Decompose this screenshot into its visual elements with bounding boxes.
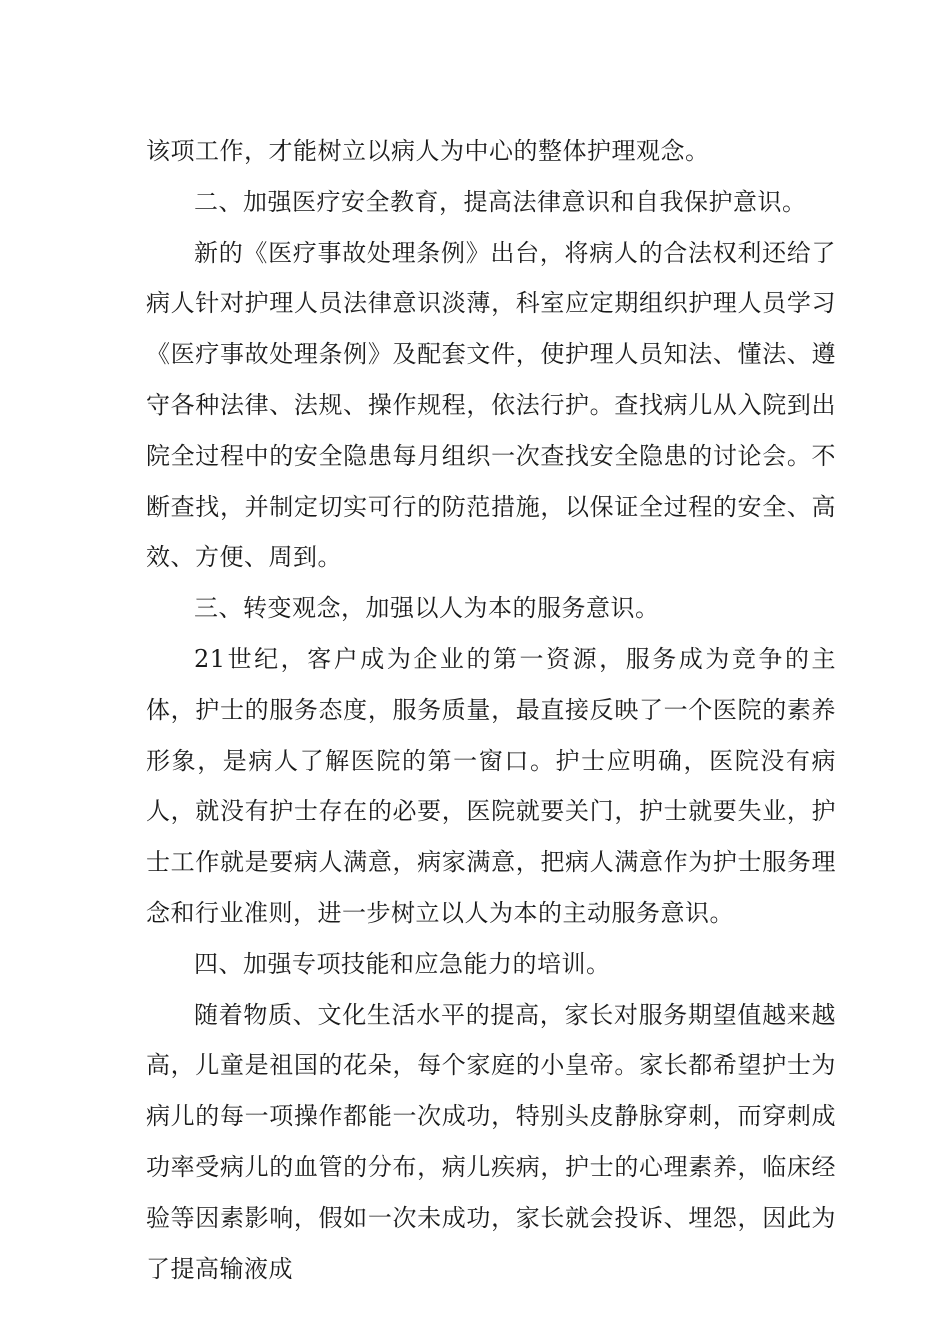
paragraph-service: 21世纪，客户成为企业的第一资源，服务成为竞争的主体，护士的服务态度，服务质量，最直接反映了一个医院的素养形象，是病人了解医院的第一窗口。护士应明确，医院没有病人，就没有护士存在的必要，医院就要关门，护士就要失业，护士工作就是要病人满意，病家满意，把病人满意作为护士服务理念和行业准则，进一步树立以人为本的主动服务意识。: [146, 644, 836, 927]
paragraph-skills: 随着物质、文化生活水平的提高，家长对服务期望值越来越高，儿童是祖国的花朵，每个家庭的小皇帝。家长都希望护士为病儿的每一项操作都能一次成功，特别头皮静脉穿刺，而穿刺成功率受病儿的血管的分布，病儿疾病，护士的心理素养，临床经验等因素影响，假如一次未成功，家长就会投诉、埋怨，因此为了提高输液成: [146, 1000, 836, 1283]
section-heading-3: 三、转变观念，加强以人为本的服务意识。: [194, 594, 660, 623]
document-body: [146, 126, 836, 1294]
paragraph-regulation: 新的《医疗事故处理条例》出台，将病人的合法权利还给了病人针对护理人员法律意识淡薄，科室应定期组织护理人员学习《医疗事故处理条例》及配套文件，使护理人员知法、懂法、遵守各种法律、法规、操作规程，依法行护。查找病儿从入院到出院全过程中的安全隐患每月组织一次查找安全隐患的讨论会。不断查找，并制定切实可行的防范措施，以保证全过程的安全、高效、方便、周到。: [146, 238, 836, 572]
section-heading-2: 二、加强医疗安全教育，提高法律意识和自我保护意识。: [194, 187, 807, 216]
section-heading-4: 四、加强专项技能和应急能力的培训。: [194, 949, 611, 978]
paragraph-continuation: 该项工作，才能树立以病人为中心的整体护理观念。: [146, 137, 710, 165]
